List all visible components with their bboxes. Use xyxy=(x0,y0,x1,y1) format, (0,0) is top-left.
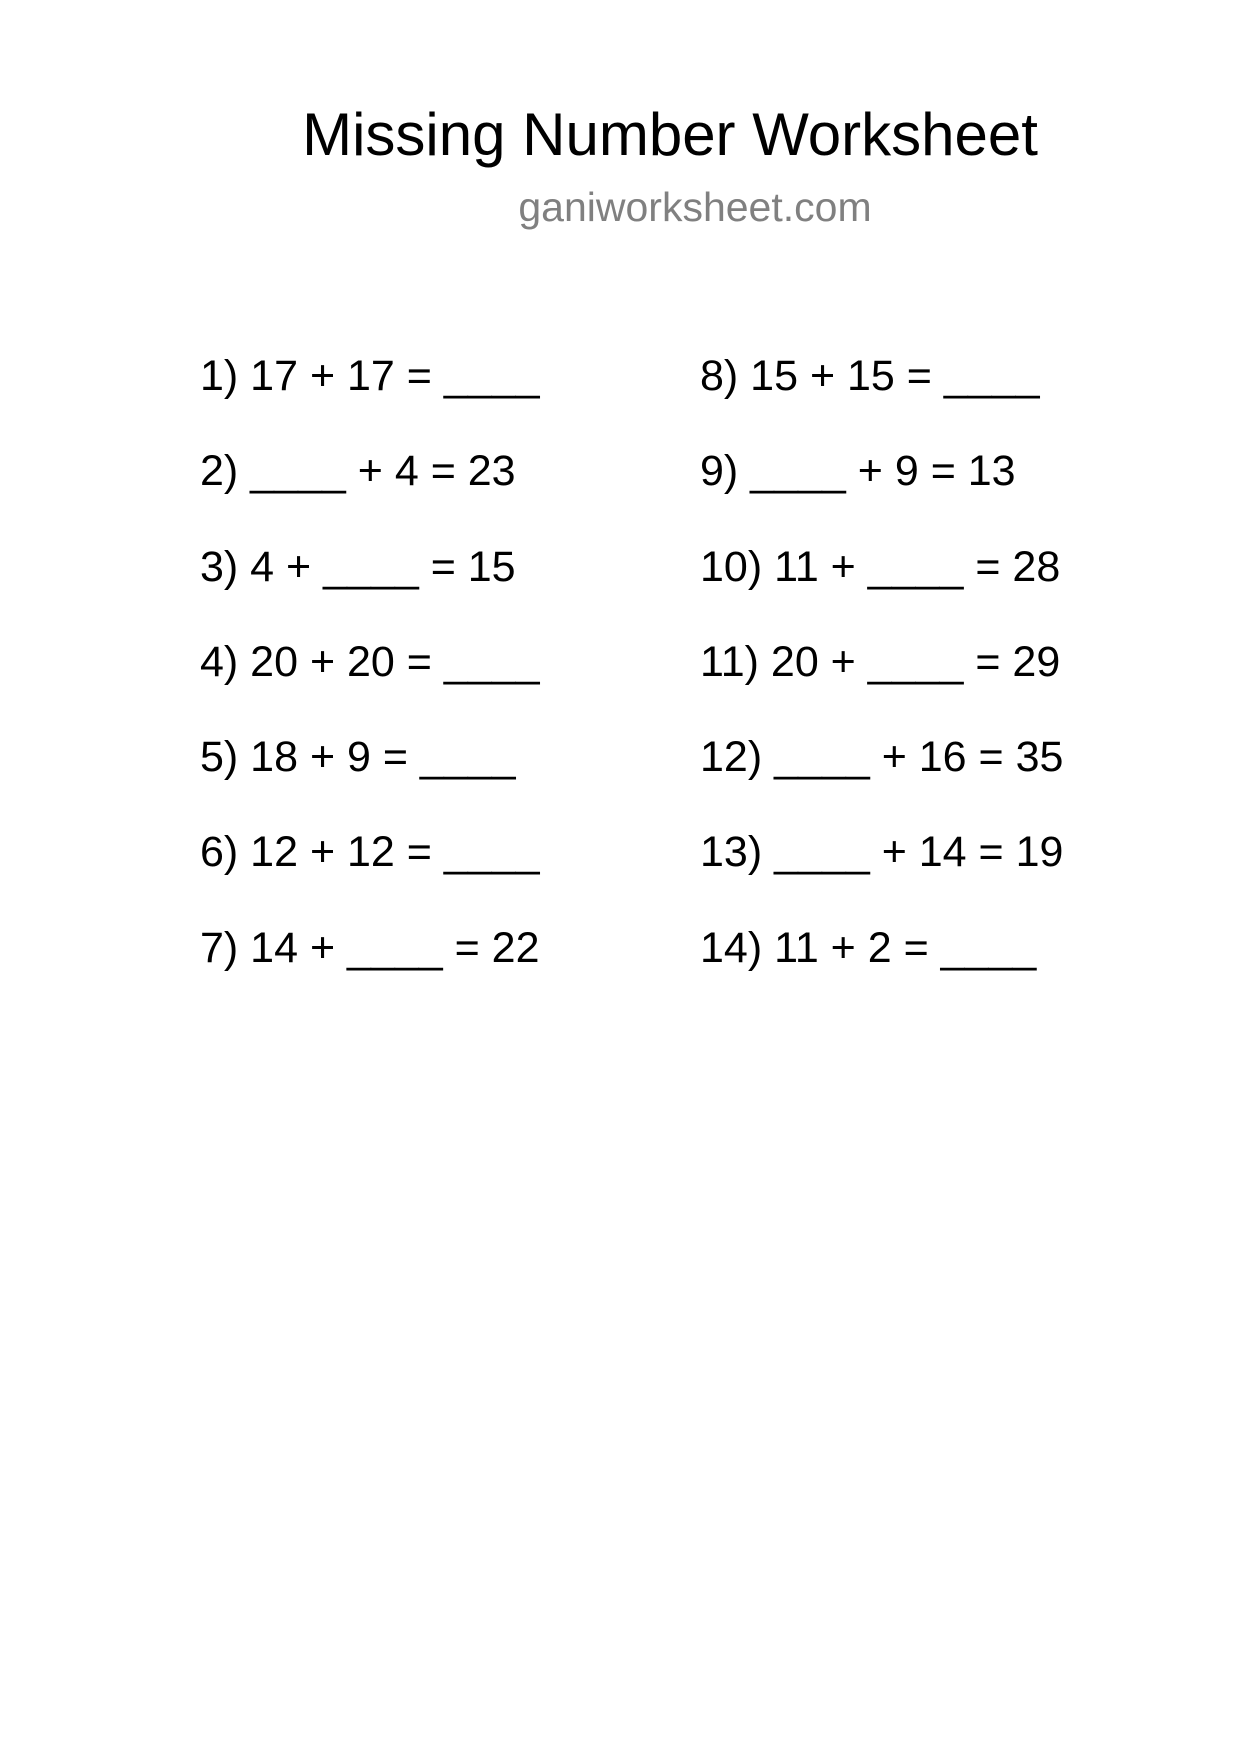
problem-1: 1) 17 + 17 = ____ xyxy=(200,352,540,400)
problem-14: 14) 11 + 2 = ____ xyxy=(700,923,1037,972)
problem-8: 8) 15 + 15 = ____ xyxy=(700,352,1040,400)
problems-column-left xyxy=(200,350,540,1017)
problem-10: 10) 11 + ____ = 28 xyxy=(700,542,1061,591)
problem-5: 5) 18 + 9 = ____ xyxy=(200,733,516,782)
problem-13: 13) ____ + 14 = 19 xyxy=(700,828,1064,877)
problem-7: 7) 14 + ____ = 22 xyxy=(200,923,540,972)
problem-11: 11) 20 + ____ = 29 xyxy=(700,637,1061,686)
problem-6: 6) 12 + 12 = ____ xyxy=(200,828,540,877)
problems-column-right xyxy=(700,350,1063,1017)
problem-3: 3) 4 + ____ = 15 xyxy=(200,542,516,591)
problem-12: 12) ____ + 16 = 35 xyxy=(700,733,1064,782)
problem-4: 4) 20 + 20 = ____ xyxy=(200,637,540,686)
worksheet-title: Missing Number Worksheet xyxy=(302,101,1038,168)
problem-9: 9) ____ + 9 = 13 xyxy=(700,447,1016,496)
website-url: ganiworksheet.com xyxy=(518,184,872,230)
problem-2: 2) ____ + 4 = 23 xyxy=(200,447,516,496)
